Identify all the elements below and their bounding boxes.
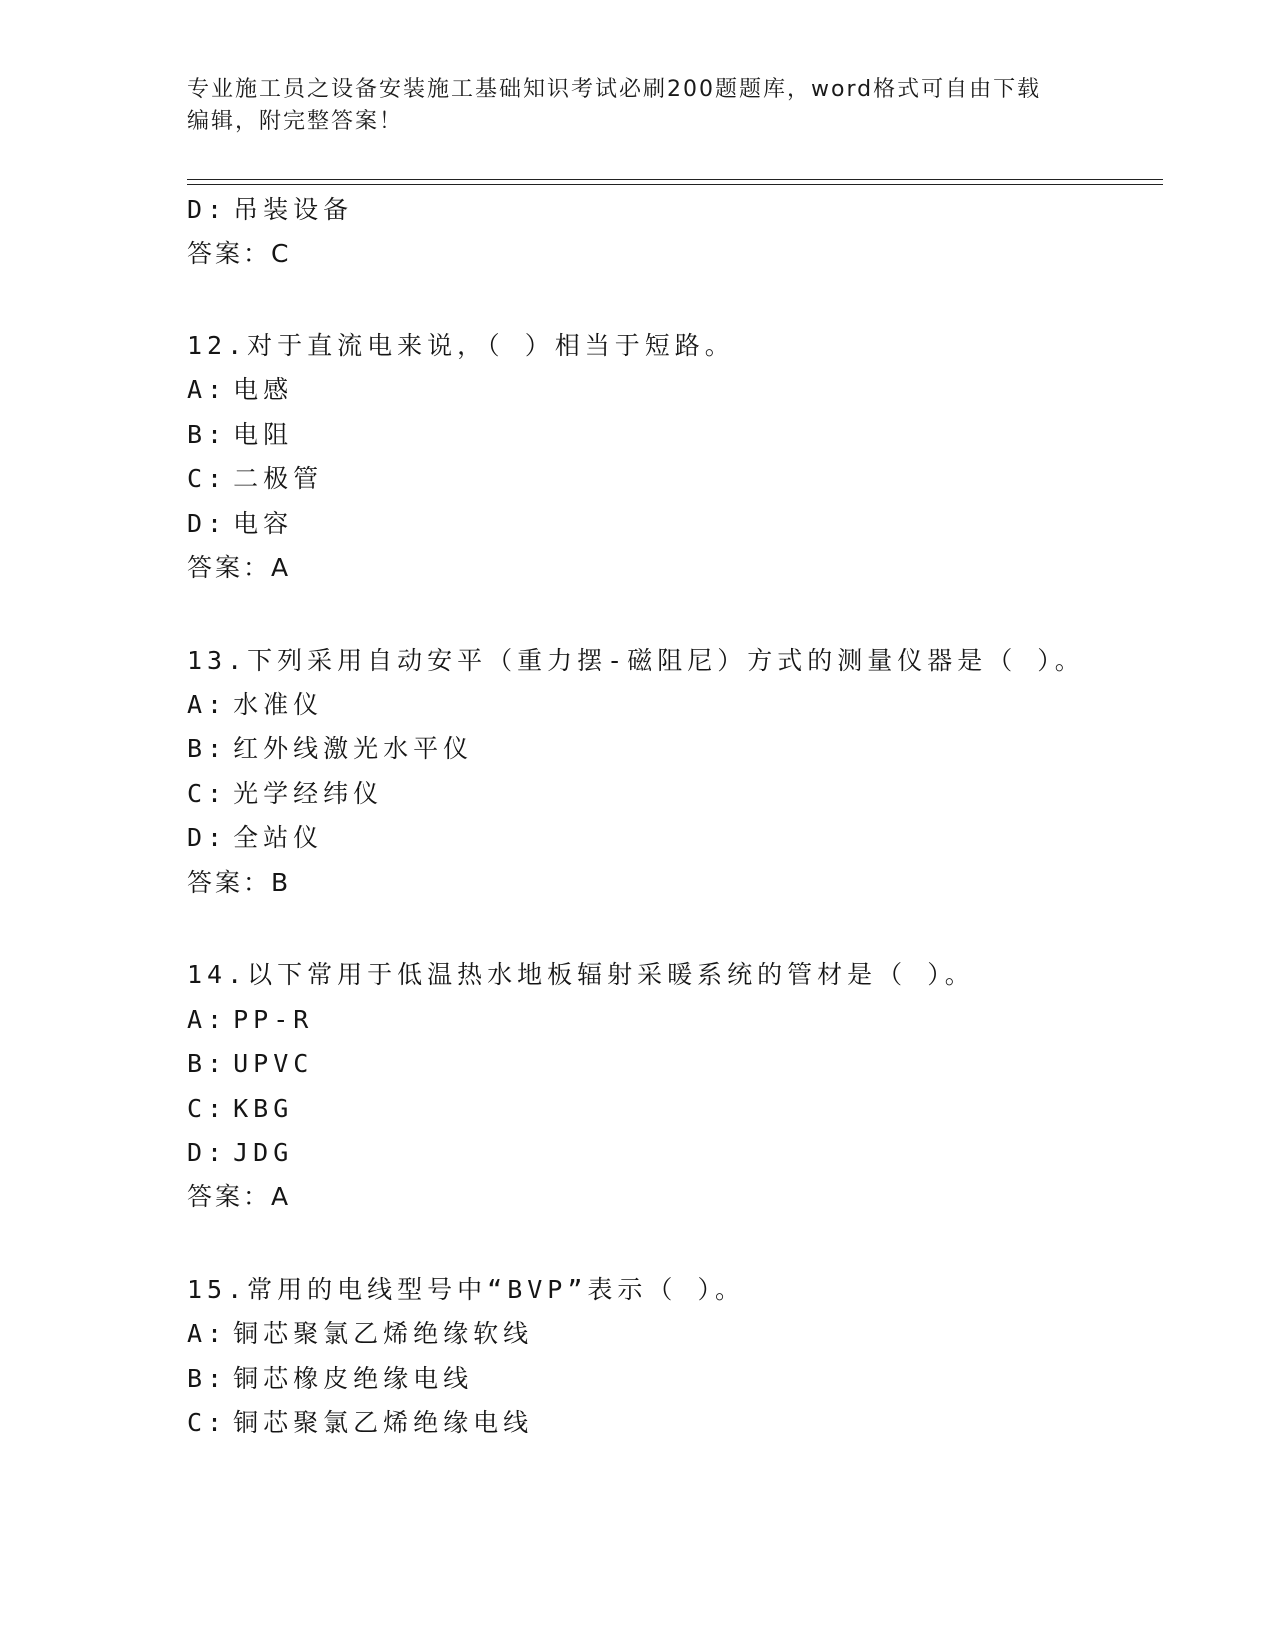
option-label: C: [187, 464, 228, 493]
q13-option-d [187, 822, 323, 854]
q14-stem: 14.以下常用于低温热水地板辐射采暖系统的管材是（ ）。 [187, 960, 975, 989]
q12-option-d [187, 508, 293, 540]
header-line-2: 编辑，附完整答案！ [187, 109, 404, 134]
option-label: B: [187, 1049, 228, 1078]
option-text: 电容 [233, 509, 294, 538]
option-label: B: [187, 734, 228, 763]
option-label: B: [187, 420, 228, 449]
q13-stem: 13.下列采用自动安平（重力摆-磁阻尼）方式的测量仪器是（ ）。 [187, 646, 1085, 675]
q15-option-b [187, 1363, 473, 1395]
option-label: A: [187, 375, 228, 404]
q14-option-d [187, 1137, 293, 1169]
q15-stem: 15.常用的电线型号中“BVP”表示（ ）。 [187, 1275, 745, 1304]
q11-answer: 答案：C [187, 239, 292, 268]
option-text: UPVC [233, 1049, 314, 1078]
q13-option-b [187, 733, 473, 765]
option-text: 铜芯橡皮绝缘电线 [233, 1364, 474, 1393]
q13-answer: 答案：B [187, 868, 292, 897]
option-label: D: [187, 509, 228, 538]
option-text: 电感 [233, 375, 294, 404]
q14-answer: 答案：A [187, 1182, 292, 1211]
option-text: 水准仪 [233, 690, 324, 719]
option-text: 二极管 [233, 464, 324, 493]
option-text: 红外线激光水平仪 [233, 734, 474, 763]
option-text: 电阻 [233, 420, 294, 449]
option-text: KBG [233, 1094, 294, 1123]
option-label: C: [187, 779, 228, 808]
q13-option-c [187, 778, 383, 810]
q15-option-a [187, 1318, 533, 1350]
q12-option-c [187, 463, 323, 495]
option-text: JDG [233, 1138, 294, 1167]
option-label: A: [187, 690, 228, 719]
header-line-1: 专业施工员之设备安装施工基础知识考试必刷200题题库，word格式可自由下载 [187, 77, 1042, 102]
option-text: 全站仪 [233, 823, 324, 852]
option-label: B: [187, 1364, 228, 1393]
option-text: 吊装设备 [233, 195, 354, 224]
header-rule-top [187, 179, 1163, 180]
option-label: D: [187, 195, 228, 224]
option-label: D: [187, 1138, 228, 1167]
q14-option-a [187, 1004, 313, 1036]
q12-option-b [187, 419, 293, 451]
option-label: A: [187, 1319, 228, 1348]
option-text: 铜芯聚氯乙烯绝缘软线 [233, 1319, 534, 1348]
option-text: 光学经纬仪 [233, 779, 384, 808]
option-text: PP-R [233, 1005, 314, 1034]
q11-option-d [187, 194, 353, 226]
header-rule-bottom [187, 184, 1163, 185]
q13-option-a [187, 689, 323, 721]
q14-option-b [187, 1048, 313, 1080]
option-text: 铜芯聚氯乙烯绝缘电线 [233, 1408, 534, 1437]
q14-option-c [187, 1093, 293, 1125]
option-label: D: [187, 823, 228, 852]
option-label: C: [187, 1094, 228, 1123]
document-header [187, 74, 1087, 138]
q12-option-a [187, 374, 293, 406]
q15-option-c [187, 1407, 533, 1439]
q12-stem: 12.对于直流电来说，（ ）相当于短路。 [187, 331, 735, 360]
option-label: C: [187, 1408, 228, 1437]
option-label: A: [187, 1005, 228, 1034]
q12-answer: 答案：A [187, 553, 292, 582]
